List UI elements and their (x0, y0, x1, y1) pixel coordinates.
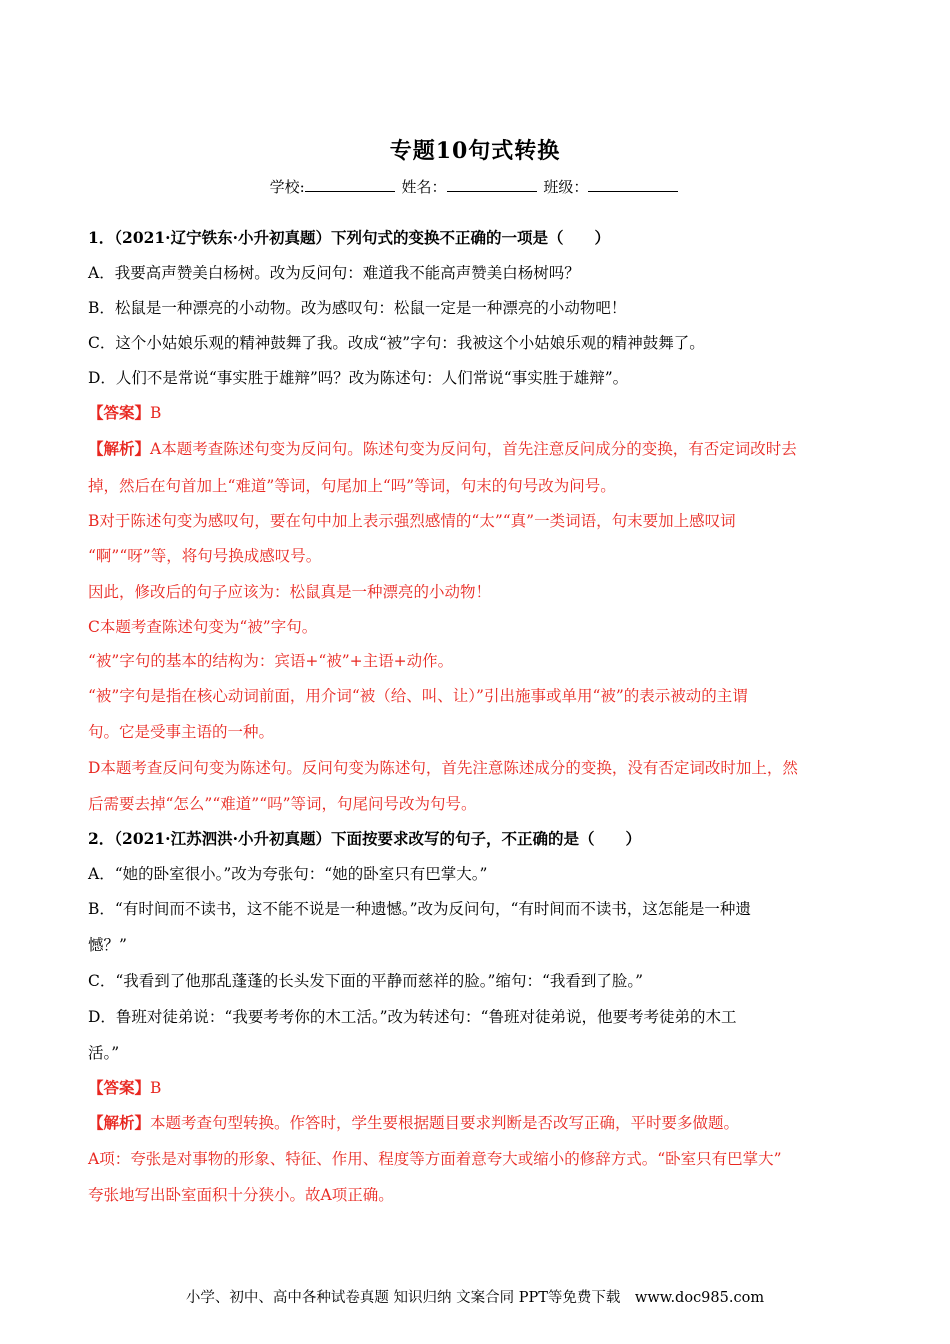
analysis-text: 本题考查句型转换。作答时，学生要根据题目要求判断是否改写正确，平时要多做题。 (150, 1114, 740, 1132)
student-info-fields (0, 176, 950, 197)
q1-analysis-line (88, 439, 868, 459)
q2-option-b-cont: 憾？” (88, 936, 127, 954)
q2-answer (88, 1078, 868, 1098)
q1-analysis-line: “被”字句的基本的结构为：宾语+“被”+主语+动作。 (88, 652, 454, 670)
class-blank (588, 177, 678, 192)
answer-value: B (150, 1079, 162, 1097)
q2-option-d-cont: 活。” (88, 1044, 120, 1062)
q2-analysis-line: 夸张地写出卧室面积十分狭小。故A项正确。 (88, 1186, 394, 1204)
q1-option-c: C．这个小姑娘乐观的精神鼓舞了我。改成“被”字句：我被这个小姑娘乐观的精神鼓舞了。 (88, 334, 705, 352)
answer-tag: 【答案】 (88, 403, 151, 422)
q2-option-a: A．“她的卧室很小。”改为夸张句：“她的卧室只有巴掌大。” (88, 865, 488, 883)
q1-answer (88, 403, 868, 423)
school-label: 学校: (269, 178, 305, 196)
name-blank (447, 177, 537, 192)
q2-option-c: C．“我看到了他那乱蓬蓬的长头发下面的平静而慈祥的脸。”缩句：“我看到了脸。” (88, 972, 644, 990)
q1-analysis-line: 掉，然后在句首加上“难道”等词，句尾加上“吗”等词，句末的句号改为问号。 (88, 477, 616, 495)
class-label: 班级： (543, 178, 589, 196)
page-title: 专题10句式转换 (389, 138, 561, 164)
q1-analysis-line: 因此，修改后的句子应该为：松鼠真是一种漂亮的小动物！ (88, 583, 492, 601)
q1-option-b: B．松鼠是一种漂亮的小动物。改为感叹句：松鼠一定是一种漂亮的小动物吧！ (88, 299, 627, 317)
page-footer: 小学、初中、高中各种试卷真题 知识归纳 文案合同 PPT等免费下载 www.doc985.com (185, 1290, 765, 1306)
q1-analysis-line: B对于陈述句变为感叹句，要在句中加上表示强烈感情的“太”“真”一类词语，句末要加上感叹词 (88, 512, 736, 530)
q1-option-a: A．我要高声赞美白杨树。改为反问句：难道我不能高声赞美白杨树吗？ (88, 264, 580, 282)
q1-analysis-line: 后需要去掉“怎么”“难道”“吗”等词，句尾问号改为句号。 (88, 795, 477, 813)
q2-analysis-line: A项：夸张是对事物的形象、特征、作用、程度等方面着意夸大或缩小的修辞方式。“卧室只有巴掌大” (88, 1150, 782, 1168)
q1-option-d: D．人们不是常说“事实胜于雄辩”吗？改为陈述句：人们常说“事实胜于雄辩”。 (88, 369, 629, 387)
q2-analysis-line (88, 1113, 868, 1133)
answer-value: B (150, 404, 162, 422)
analysis-tag: 【解析】 (88, 1113, 151, 1132)
q1-analysis-line: “被”字句是指在核心动词前面，用介词“被（给、叫、让）”引出施事或单用“被”的表示被动的主谓 (88, 687, 748, 705)
name-label: 姓名： (401, 178, 447, 196)
q2-stem: 2．（2021·江苏泗洪·小升初真题）下面按要求改写的句子，不正确的是（ ） (88, 829, 641, 848)
analysis-text: A本题考查陈述句变为反问句。陈述句变为反问句，首先注意反问成分的变换，有否定词改时去 (150, 440, 797, 458)
school-blank (305, 177, 395, 192)
q1-analysis-line: D本题考查反问句变为陈述句。反问句变为陈述句，首先注意陈述成分的变换，没有否定词改时加上，然 (88, 759, 798, 777)
q1-stem: 1．（2021·辽宁铁东·小升初真题）下列句式的变换不正确的一项是（ ） (88, 228, 610, 247)
answer-tag: 【答案】 (88, 1078, 151, 1097)
q2-option-d: D．鲁班对徒弟说：“我要考考你的木工活。”改为转述句：“鲁班对徒弟说，他要考考徒弟的木工 (88, 1008, 737, 1026)
q1-analysis-line: C本题考查陈述句变为“被”字句。 (88, 618, 318, 636)
analysis-tag: 【解析】 (88, 439, 151, 458)
q2-option-b: B．“有时间而不读书，这不能不说是一种遗憾。”改为反问句，“有时间而不读书，这怎能是一种遗 (88, 900, 751, 918)
q1-analysis-line: 句。它是受事主语的一种。 (88, 723, 275, 741)
q1-analysis-line: “啊”“呀”等，将句号换成感叹号。 (88, 547, 322, 565)
